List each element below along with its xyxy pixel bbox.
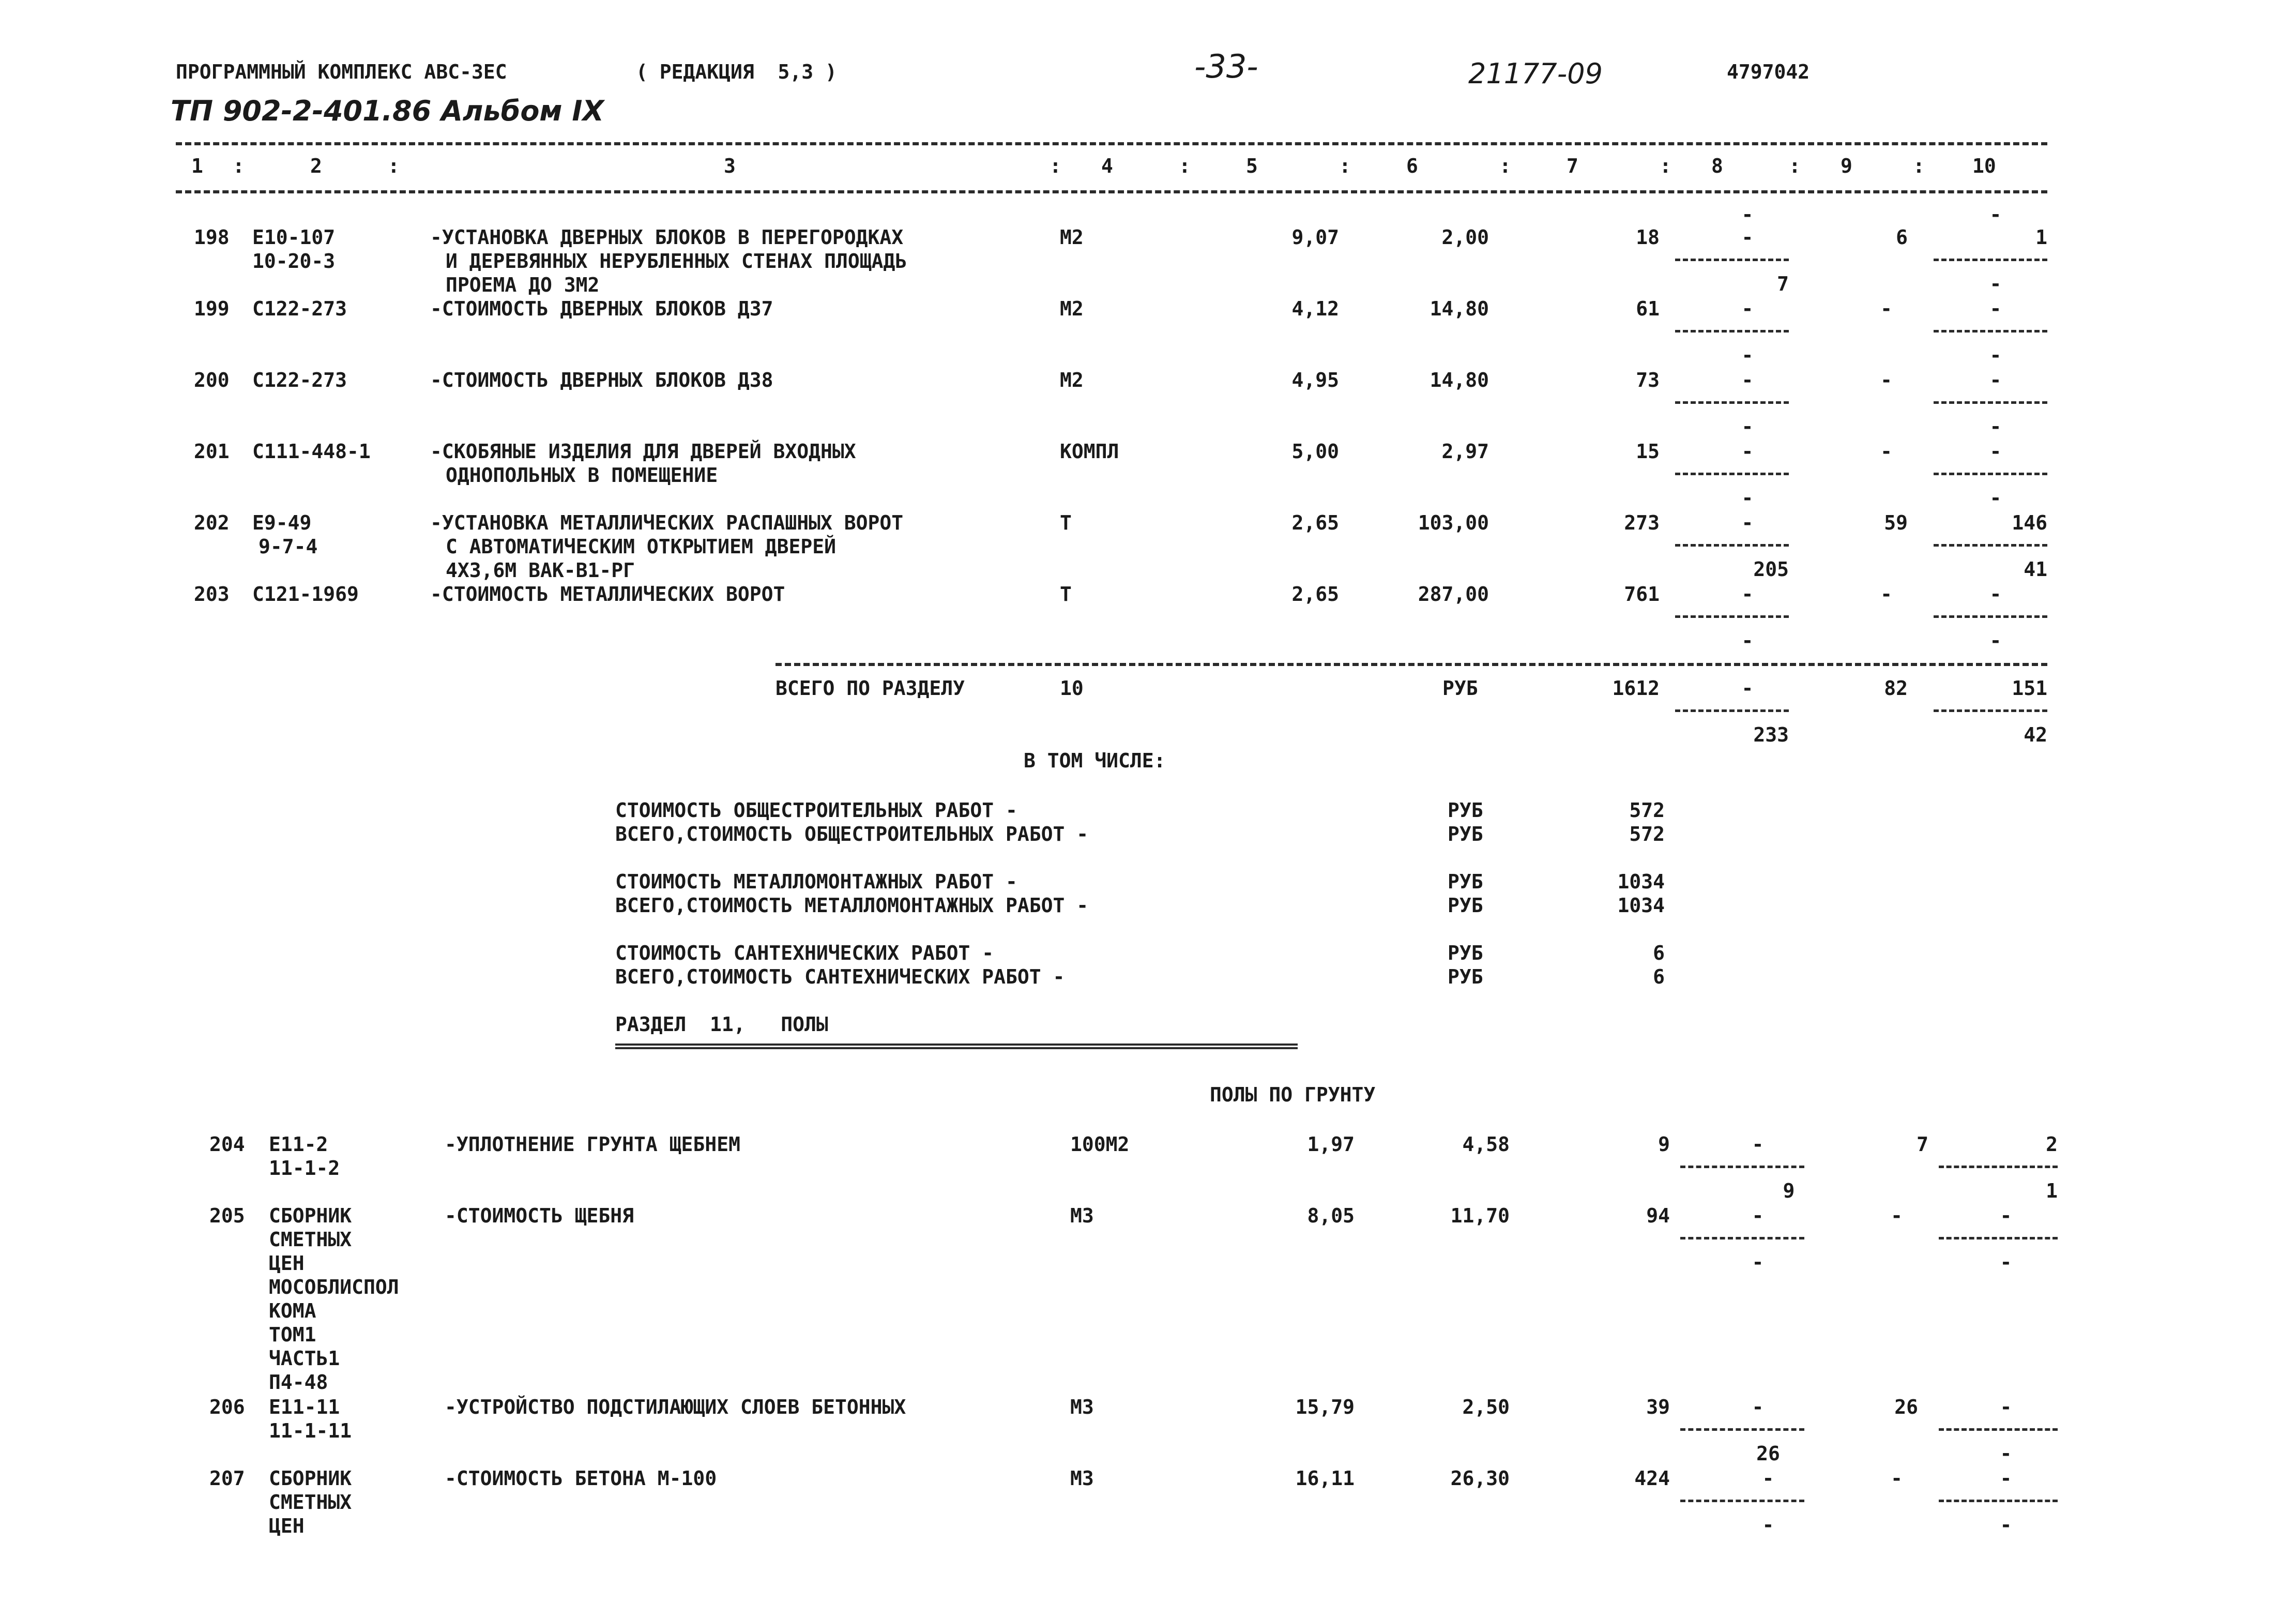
- row-total: 9: [1658, 1133, 1670, 1156]
- col10-fraction-line: [1934, 473, 2047, 475]
- col10-fraction-line: [1934, 709, 2047, 712]
- row-number: 201: [194, 440, 230, 463]
- col-sep: :: [388, 155, 400, 177]
- row-code: ЦЕН: [269, 1515, 305, 1537]
- col8-bottom: 26: [1756, 1442, 1780, 1465]
- row-code: П4-48: [269, 1371, 328, 1394]
- row-price: 103,00: [1418, 511, 1489, 534]
- col8-top: -: [1741, 440, 1754, 463]
- col9: 59: [1884, 511, 1908, 534]
- col10-above: -: [1989, 203, 2002, 226]
- album-handwritten: ТП 902-2-401.86 Альбом IX: [171, 95, 604, 127]
- row-code: 9-7-4: [259, 535, 318, 558]
- including-unit: РУБ: [1448, 799, 1483, 822]
- row-price: 4,58: [1462, 1133, 1510, 1156]
- row-number: 198: [194, 226, 230, 249]
- row-description: ОДНОПОЛЬНЫХ В ПОМЕЩЕНИЕ: [446, 464, 718, 487]
- col9: 26: [1894, 1396, 1918, 1418]
- row-total: 39: [1646, 1396, 1670, 1418]
- col-header-5: 5: [1246, 155, 1258, 177]
- section-total-number: 10: [1060, 677, 1084, 700]
- col8-bottom: -: [1762, 1514, 1774, 1536]
- col8-bottom: -: [1741, 487, 1754, 509]
- row-unit: М3: [1070, 1396, 1094, 1418]
- row-number: 202: [194, 511, 230, 534]
- col10-bottom: 42: [2024, 723, 2047, 746]
- col10-fraction-line: [1939, 1500, 2058, 1502]
- including-value: 572: [1629, 799, 1665, 822]
- col8-bottom: 7: [1777, 273, 1789, 295]
- row-code: Е11-11: [269, 1396, 340, 1418]
- col10-fraction-line: [1939, 1237, 2058, 1239]
- row-unit: М2: [1060, 226, 1084, 249]
- col8-fraction-line: [1675, 401, 1789, 404]
- row-description: 4Х3,6М ВАК-В1-РГ: [446, 559, 635, 582]
- row-code: С121-1969: [252, 583, 359, 606]
- including-label: СТОИМОСТЬ САНТЕХНИЧЕСКИХ РАБОТ -: [615, 942, 994, 964]
- row-total: 15: [1636, 440, 1660, 463]
- col10-fraction-line: [1939, 1428, 2058, 1431]
- row-quantity: 2,65: [1291, 511, 1339, 534]
- including-value: 6: [1653, 965, 1665, 988]
- col10-bottom: -: [2000, 1514, 2012, 1536]
- col-sep: :: [233, 155, 245, 177]
- col8-bottom: -: [1752, 1251, 1764, 1274]
- col9: -: [1880, 583, 1892, 606]
- col9: 7: [1917, 1133, 1928, 1156]
- col8-bottom: -: [1741, 344, 1754, 367]
- row-code: ЧАСТЬ1: [269, 1347, 340, 1370]
- col8-bottom: 233: [1753, 723, 1789, 746]
- col8-fraction-line: [1675, 259, 1789, 261]
- row-quantity: 2,65: [1291, 583, 1339, 606]
- doc-code-handwritten: 21177-09: [1468, 57, 1603, 90]
- row-description: ПРОЕМА ДО 3М2: [446, 274, 600, 296]
- col10-bottom: -: [1989, 487, 2002, 509]
- col8-fraction-line: [1680, 1428, 1804, 1431]
- including-label: ВСЕГО,СТОИМОСТЬ МЕТАЛЛОМОНТАЖНЫХ РАБОТ -: [615, 894, 1089, 917]
- col9: -: [1891, 1204, 1903, 1227]
- col8-top: -: [1741, 677, 1754, 700]
- header-rule-top: [176, 142, 2047, 145]
- col9: -: [1880, 369, 1892, 391]
- section-total-sum: 1612: [1612, 677, 1660, 700]
- row-description: -СТОИМОСТЬ МЕТАЛЛИЧЕСКИХ ВОРОТ: [430, 583, 785, 606]
- row-quantity: 4,95: [1291, 369, 1339, 391]
- section-heading: РАЗДЕЛ 11, ПОЛЫ: [615, 1013, 828, 1036]
- row-quantity: 9,07: [1291, 226, 1339, 249]
- col-header-2: 2: [310, 155, 322, 177]
- row-code: ЦЕН: [269, 1252, 305, 1275]
- col8-above: -: [1741, 203, 1754, 226]
- col-sep: :: [1499, 155, 1511, 177]
- col-sep: :: [1789, 155, 1801, 177]
- col8-top: -: [1741, 297, 1754, 320]
- col8-bottom: 9: [1783, 1180, 1795, 1202]
- row-unit: М2: [1060, 369, 1084, 391]
- row-description: -СКОБЯНЫЕ ИЗДЕЛИЯ ДЛЯ ДВЕРЕЙ ВХОДНЫХ: [430, 440, 856, 463]
- col9: -: [1880, 440, 1892, 463]
- col8-top: -: [1762, 1467, 1774, 1490]
- row-description: И ДЕРЕВЯННЫХ НЕРУБЛЕННЫХ СТЕНАХ ПЛОЩАДЬ: [446, 250, 907, 273]
- header-rule-bottom: [176, 190, 2047, 193]
- col10-top: 146: [2012, 511, 2047, 534]
- col8-fraction-line: [1680, 1237, 1804, 1239]
- row-description: -УСТАНОВКА ДВЕРНЫХ БЛОКОВ В ПЕРЕГОРОДКАХ: [430, 226, 904, 249]
- row-quantity: 4,12: [1291, 297, 1339, 320]
- col8-fraction-line: [1675, 473, 1789, 475]
- row-price: 287,00: [1418, 583, 1489, 606]
- row-description: -СТОИМОСТЬ ДВЕРНЫХ БЛОКОВ Д37: [430, 297, 773, 320]
- col8-bottom: -: [1741, 415, 1754, 438]
- col9: -: [1891, 1467, 1903, 1490]
- row-code: Е10-107: [252, 226, 336, 249]
- row-number: 199: [194, 297, 230, 320]
- including-value: 6: [1653, 942, 1665, 964]
- row-code: С122-273: [252, 369, 347, 391]
- col8-fraction-line: [1675, 544, 1789, 547]
- row-price: 2,00: [1441, 226, 1489, 249]
- row-unit: КОМПЛ: [1060, 440, 1119, 463]
- col10-top: -: [2000, 1204, 2012, 1227]
- including-label: ВСЕГО,СТОИМОСТЬ САНТЕХНИЧЕСКИХ РАБОТ -: [615, 965, 1065, 988]
- row-code: МОСОБЛИСПОЛ: [269, 1276, 399, 1298]
- col8-bottom: 205: [1753, 558, 1789, 581]
- col8-top: -: [1741, 369, 1754, 391]
- row-code: 10-20-3: [252, 250, 336, 273]
- col-sep: :: [1179, 155, 1191, 177]
- row-code: СМЕТНЫХ: [269, 1228, 352, 1251]
- col10-bottom: -: [2000, 1442, 2012, 1465]
- col10-bottom: 1: [2046, 1180, 2058, 1202]
- document-number: 4797042: [1727, 61, 1810, 83]
- row-description: -УПЛОТНЕНИЕ ГРУНТА ЩЕБНЕМ: [445, 1133, 740, 1156]
- col-header-10: 10: [1972, 155, 1996, 177]
- including-unit: РУБ: [1448, 894, 1483, 917]
- row-description: -СТОИМОСТЬ БЕТОНА М-100: [445, 1467, 717, 1490]
- row-total: 273: [1624, 511, 1660, 534]
- row-number: 204: [209, 1133, 245, 1156]
- including-value: 572: [1629, 823, 1665, 845]
- col10-top: -: [1989, 440, 2002, 463]
- section-heading-underline: [615, 1044, 1298, 1049]
- row-number: 206: [209, 1396, 245, 1418]
- col10-bottom: -: [2000, 1251, 2012, 1274]
- including-label: ВСЕГО,СТОИМОСТЬ ОБЩЕСТРОИТЕЛЬНЫХ РАБОТ -: [615, 823, 1089, 845]
- row-total: 424: [1634, 1467, 1670, 1490]
- col-header-8: 8: [1711, 155, 1723, 177]
- row-code: Е11-2: [269, 1133, 328, 1156]
- col8-fraction-line: [1675, 330, 1789, 332]
- including-value: 1034: [1617, 870, 1665, 893]
- section-total-label: ВСЕГО ПО РАЗДЕЛУ: [776, 677, 965, 700]
- col10-bottom: 41: [2024, 558, 2047, 581]
- row-unit: М2: [1060, 297, 1084, 320]
- program-name: ПРОГРАММНЫЙ КОМПЛЕКС АВС-ЗЕС: [176, 61, 507, 83]
- col10-fraction-line: [1934, 544, 2047, 547]
- row-unit: М3: [1070, 1204, 1094, 1227]
- col10-fraction-line: [1934, 615, 2047, 618]
- col10-top: -: [1989, 297, 2002, 320]
- row-total: 94: [1646, 1204, 1670, 1227]
- section-total-rule: [776, 663, 2047, 666]
- including-label: СТОИМОСТЬ ОБЩЕСТРОИТЕЛЬНЫХ РАБОТ -: [615, 799, 1017, 822]
- col10-bottom: -: [1989, 344, 2002, 367]
- row-unit: Т: [1060, 511, 1072, 534]
- col10-top: -: [2000, 1396, 2012, 1418]
- col10-bottom: -: [1989, 415, 2002, 438]
- including-value: 1034: [1617, 894, 1665, 917]
- row-description: -УСТАНОВКА МЕТАЛЛИЧЕСКИХ РАСПАШНЫХ ВОРОТ: [430, 511, 904, 534]
- row-total: 761: [1624, 583, 1660, 606]
- col8-top: -: [1752, 1204, 1764, 1227]
- col9: 6: [1896, 226, 1908, 249]
- col-header-4: 4: [1101, 155, 1113, 177]
- col10-bottom: -: [1989, 629, 2002, 652]
- row-total: 18: [1636, 226, 1660, 249]
- col8-fraction-line: [1680, 1500, 1804, 1502]
- col8-top: -: [1741, 511, 1754, 534]
- col8-top: -: [1741, 583, 1754, 606]
- row-code: СБОРНИК: [269, 1204, 352, 1227]
- col9: 82: [1884, 677, 1908, 700]
- col10-top: -: [2000, 1467, 2012, 1490]
- col10-fraction-line: [1934, 330, 2047, 332]
- row-unit: Т: [1060, 583, 1072, 606]
- row-description: С АВТОМАТИЧЕСКИМ ОТКРЫТИЕМ ДВЕРЕЙ: [446, 535, 836, 558]
- col8-bottom: -: [1741, 629, 1754, 652]
- row-description: -СТОИМОСТЬ ДВЕРНЫХ БЛОКОВ Д38: [430, 369, 773, 391]
- row-price: 2,97: [1441, 440, 1489, 463]
- col10-fraction-line: [1934, 401, 2047, 404]
- col10-top: -: [1989, 583, 2002, 606]
- including-unit: РУБ: [1448, 965, 1483, 988]
- including-label: СТОИМОСТЬ МЕТАЛЛОМОНТАЖНЫХ РАБОТ -: [615, 870, 1017, 893]
- row-quantity: 8,05: [1307, 1204, 1355, 1227]
- section-total-unit: РУБ: [1442, 677, 1478, 700]
- col10-top: 2: [2046, 1133, 2058, 1156]
- row-quantity: 1,97: [1307, 1133, 1355, 1156]
- col-sep: :: [1913, 155, 1925, 177]
- col8-top: -: [1752, 1396, 1764, 1418]
- col-header-7: 7: [1567, 155, 1578, 177]
- col10-bottom: -: [1989, 273, 2002, 295]
- col10-fraction-line: [1934, 259, 2047, 261]
- row-unit: 100М2: [1070, 1133, 1130, 1156]
- row-unit: М3: [1070, 1467, 1094, 1490]
- col-sep: :: [1050, 155, 1061, 177]
- row-number: 200: [194, 369, 230, 391]
- row-price: 2,50: [1462, 1396, 1510, 1418]
- subsection-heading: ПОЛЫ ПО ГРУНТУ: [1210, 1083, 1376, 1106]
- row-code: Е9-49: [252, 511, 312, 534]
- row-price: 26,30: [1450, 1467, 1510, 1490]
- including-unit: РУБ: [1448, 823, 1483, 845]
- col10-top: 151: [2012, 677, 2047, 700]
- col9: -: [1880, 297, 1892, 320]
- row-code: КОМА: [269, 1299, 316, 1322]
- col10-fraction-line: [1939, 1166, 2058, 1168]
- row-quantity: 15,79: [1295, 1396, 1355, 1418]
- row-total: 73: [1636, 369, 1660, 391]
- edition: ( РЕДАКЦИЯ 5,3 ): [636, 61, 837, 83]
- including-unit: РУБ: [1448, 942, 1483, 964]
- row-code: 11-1-2: [269, 1157, 340, 1180]
- col8-fraction-line: [1680, 1166, 1804, 1168]
- col10-top: -: [1989, 369, 2002, 391]
- col8-top: -: [1752, 1133, 1764, 1156]
- col-header-1: 1: [191, 155, 203, 177]
- col10-top: 1: [2035, 226, 2047, 249]
- including-title: В ТОМ ЧИСЛЕ:: [1024, 749, 1166, 772]
- row-description: -СТОИМОСТЬ ЩЕБНЯ: [445, 1204, 634, 1227]
- col8-fraction-line: [1675, 615, 1789, 618]
- row-code: СБОРНИК: [269, 1467, 352, 1490]
- row-price: 14,80: [1430, 369, 1489, 391]
- row-number: 207: [209, 1467, 245, 1490]
- row-quantity: 16,11: [1295, 1467, 1355, 1490]
- col8-fraction-line: [1675, 709, 1789, 712]
- row-code: ТОМ1: [269, 1323, 316, 1346]
- col-sep: :: [1339, 155, 1351, 177]
- row-code: 11-1-11: [269, 1419, 352, 1442]
- row-code: СМЕТНЫХ: [269, 1491, 352, 1514]
- col-header-6: 6: [1406, 155, 1418, 177]
- col-sep: :: [1660, 155, 1671, 177]
- col-header-3: 3: [724, 155, 736, 177]
- row-number: 205: [209, 1204, 245, 1227]
- row-code: С111-448-1: [252, 440, 371, 463]
- col8-top: -: [1741, 226, 1754, 249]
- row-quantity: 5,00: [1291, 440, 1339, 463]
- row-total: 61: [1636, 297, 1660, 320]
- row-price: 14,80: [1430, 297, 1489, 320]
- row-price: 11,70: [1450, 1204, 1510, 1227]
- row-number: 203: [194, 583, 230, 606]
- row-code: С122-273: [252, 297, 347, 320]
- row-description: -УСТРОЙСТВО ПОДСТИЛАЮЩИХ СЛОЕВ БЕТОННЫХ: [445, 1396, 906, 1418]
- col-header-9: 9: [1841, 155, 1852, 177]
- page-number: -33-: [1194, 48, 1258, 85]
- including-unit: РУБ: [1448, 870, 1483, 893]
